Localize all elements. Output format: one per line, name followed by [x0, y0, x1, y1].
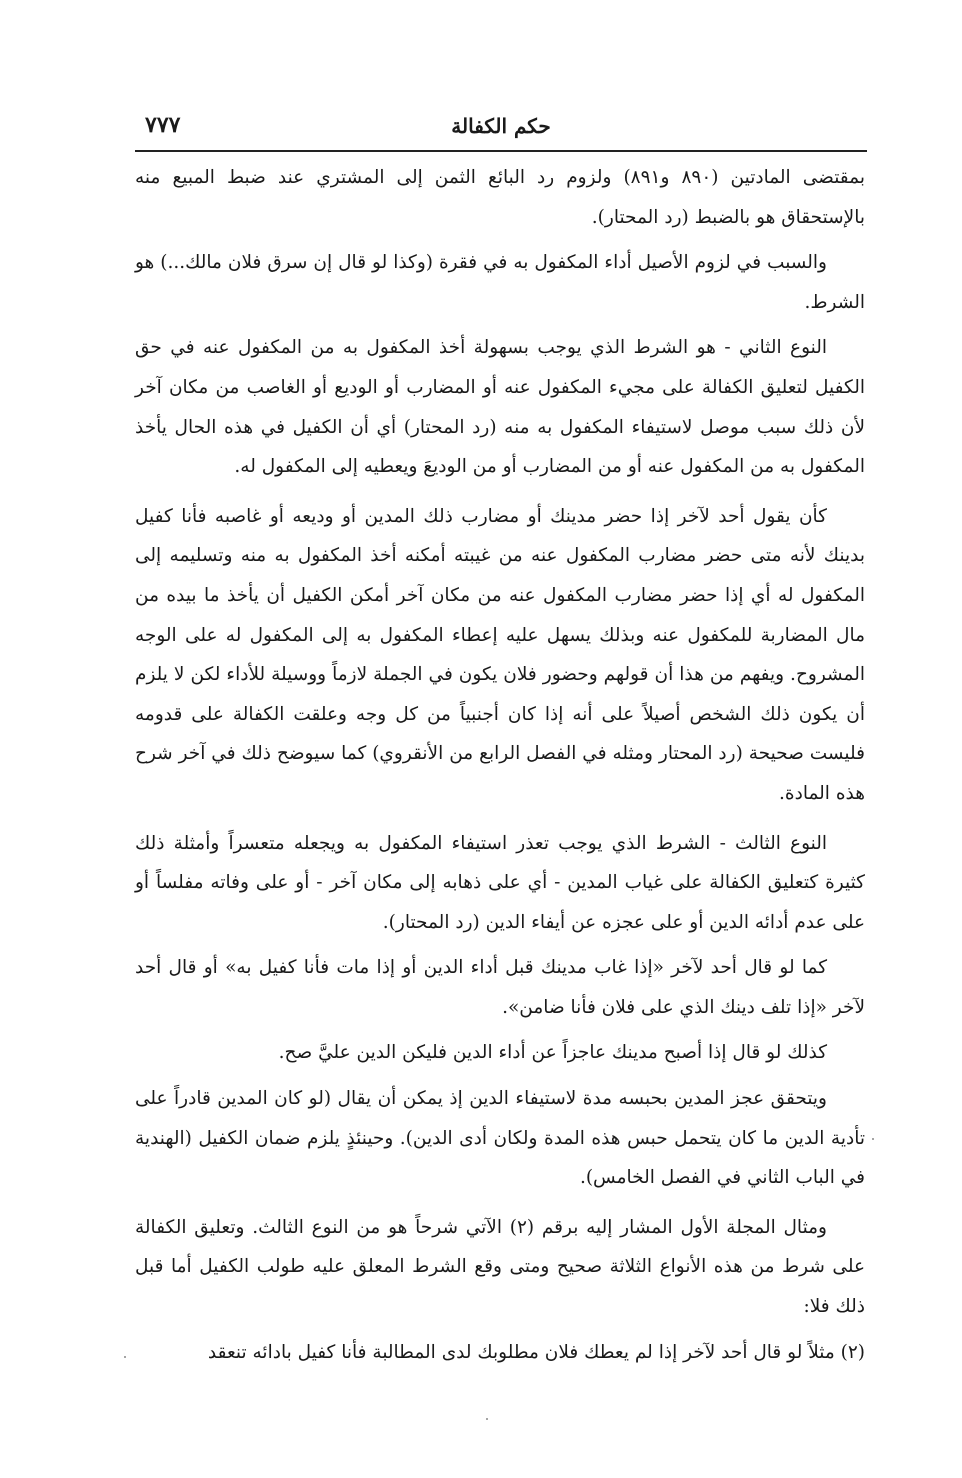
paragraph: بمقتضى المادتين (٨٩٠ و٨٩١) ولزوم رد البائع الثمن إلى المشتري عند ضبط المبيع منه بالإستحقاق هو بالضبط (رد المحتار). — [135, 167, 865, 228]
scan-speck — [486, 1418, 488, 1420]
page-number: ٧٧٧ — [145, 112, 181, 138]
body-text — [135, 158, 865, 1382]
paragraph: والسبب في لزوم الأصيل أداء المكفول به في فقرة (وكذا لو قال إن سرق فلان مالك...) هو الشرط. — [135, 252, 865, 313]
paragraph: النوع الثالث - الشرط الذي يوجب تعذر استيفاء المكفول به ويجعله متعسراً وأمثلة ذلك كثيرة كتعليق الكفالة على غياب المدين - أي على ذهابه إلى مكان آخر - أو على وفاته مفلساً أو على عدم أدائه الدين أو على عجزه عن أيفاء الدين (رد المحتار). — [135, 832, 865, 933]
running-title: حكم الكفالة — [451, 114, 551, 138]
paragraph: ومثال المجلة الأول المشار إليه برقم (٢) الآتي شرحاً هو من النوع الثالث. وتعليق الكفالة على شرط من هذه الأنواع الثلاثة صحيح ومتى وقع الشرط المعلق عليه طولب الكفيل أما قبل ذلك فلا: — [135, 1216, 865, 1318]
footnote: (٢) مثلاً لو قال أحد لآخر إذا لم يعطك فلان مطلوبك لدى المطالبة فأنا كفيل بادائه تنعقد — [207, 1341, 865, 1363]
scan-speck — [872, 1138, 874, 1140]
paragraph: النوع الثاني - هو الشرط الذي يوجب بسهولة أخذ المكفول به من المكفول عنه في حق الكفيل لتعليق الكفالة على مجيء المكفول عنه أو المضارب أو الوديع أو الغاصب من مكان آخر لأن ذلك سبب موصل لاستيفاء المكفول به منه (رد المحتار) أي أن الكفيل في هذه الحال يأخذ المكفول به من المكفول عنه أو من المضارب أو من الوديعَ ويعطيه إلى المكفول له. — [135, 337, 865, 478]
header-rule — [135, 150, 867, 152]
paragraph: كما لو قال أحد لآخر «إذا غاب مدينك قبل أداء الدين أو إذا مات فأنا كفيل به» أو قال أحد لآخر «إذا تلف دينك الذي على فلان فأنا ضامن». — [135, 957, 865, 1018]
page-header — [135, 108, 867, 148]
paragraph: كأن يقول أحد لآخر إذا حضر مدينك أو مضارب ذلك المدين أو وديعه أو غاصبه فأنا كفيل بدينك لأنه متى حضر مضارب المكفول عنه من غيبته أمكنه أخذ المكفول به منه وتسليمه إلى المكفول له أي إذا حضر مضارب المكفول عنه من مكان آخر أمكن الكفيل أن يأخذ ما بيده من مال المضاربة للمكفول عنه وبذلك يسهل عليه إعطاء المكفول به إلى المكفول له على الوجه المشروح. ويفهم من هذا أن قولهم وحضور فلان يكون في الجملة لازماً ووسيلة للأداء لكن لا يلزم أن يكون ذلك الشخص أصيلاً على أنه إذا كان أجنبياً من كل وجه وعلقت الكفالة على قدومه فليست صحيحة (رد المحتار ومثله في الفصل الرابع من الأنقروي) كما سيوضح ذلك في آخر شرح هذه المادة. — [135, 505, 865, 804]
scan-speck — [124, 1356, 126, 1358]
paragraph: كذلك لو قال إذا أصبح مدينك عاجزاً عن أداء الدين فليكن الدين عليَّ صح. — [278, 1042, 827, 1064]
paragraph: ويتحقق عجز المدين بحبسه مدة لاستيفاء الدين إذ يمكن أن يقال (لو كان المدين قادراً على تأدية الدين ما كان يتحمل حبس هذه المدة ولكان أدى الدين). وحينئذٍ يلزم ضمان الكفيل (الهندية في الباب الثاني في الفصل الخامس). — [135, 1088, 865, 1189]
